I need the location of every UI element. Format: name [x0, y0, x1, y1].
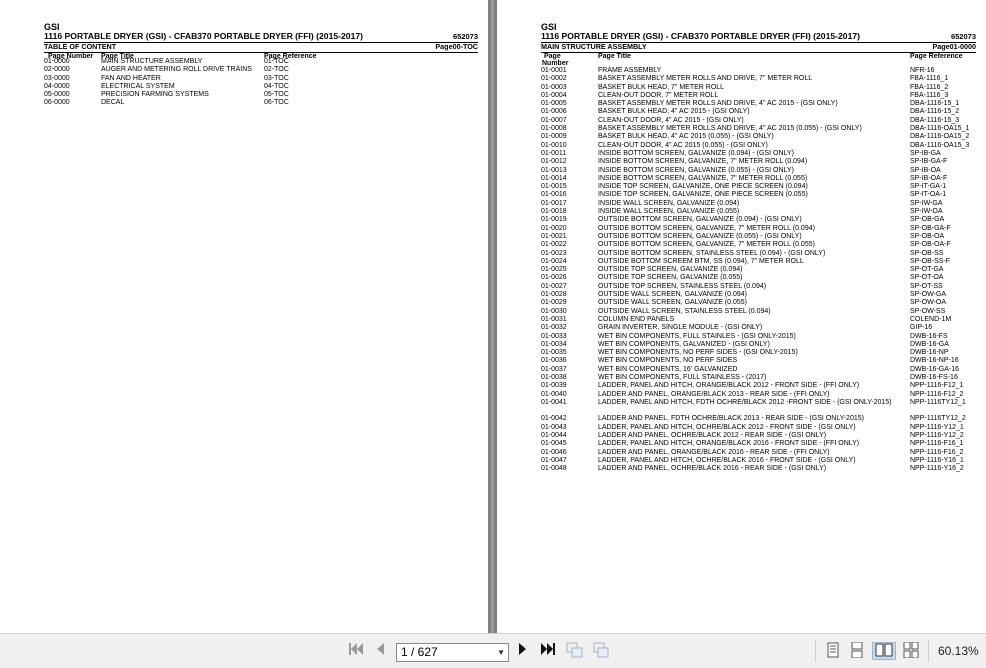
page-reference: DWB-16-NP-16: [910, 357, 959, 365]
section-ref: Page01-0000: [932, 42, 976, 51]
page-reference: FBA-1116_1: [910, 75, 949, 83]
toc-row[interactable]: [541, 142, 976, 150]
doc-title-row: [541, 32, 976, 41]
page-number: 01-0034: [541, 340, 567, 348]
toc-row[interactable]: [541, 84, 976, 92]
toc-row[interactable]: [541, 75, 976, 83]
page-title: INSIDE TOP SCREEN, GALVANIZE, ONE PIECE SCREEN (0.094): [598, 183, 808, 191]
page-title: OUTSIDE WALL SCREEN, GALVANIZE (0.094): [598, 291, 747, 299]
page-title: ELECTRICAL SYSTEM: [101, 82, 175, 90]
toc-row[interactable]: [541, 67, 976, 75]
page-number: 01-0048: [541, 465, 567, 473]
col-page-reference: Page Reference: [264, 53, 317, 60]
page-number: 01-0003: [541, 83, 567, 91]
page-title: LADDER, PANEL AND HITCH, FDTH OCHRE/BLACK 2012 -FRONT SIDE - (GSI ONLY-2015): [598, 398, 892, 406]
toc-row[interactable]: [541, 150, 976, 158]
page-number: 01-0041: [541, 398, 567, 406]
col-number: Number: [542, 60, 569, 67]
toc-row[interactable]: [541, 382, 976, 390]
facing-pages-icon[interactable]: [872, 642, 896, 660]
toc-row[interactable]: [541, 233, 976, 241]
toc-list: [44, 58, 478, 108]
page-number: 01-0028: [541, 291, 567, 299]
page-reference: NPP-1116-Y12_2: [910, 432, 964, 440]
page-reference: NPP-1116-F16_1: [910, 440, 964, 448]
toc-row[interactable]: [541, 333, 976, 341]
toc-row[interactable]: [541, 191, 976, 199]
toolbar-separator: [928, 640, 929, 662]
page-reference: NPP-1116-F16_2: [910, 448, 964, 456]
toc-row[interactable]: [541, 133, 976, 141]
page-number-field[interactable]: [396, 643, 509, 662]
toc-row[interactable]: [541, 183, 976, 191]
page-number: 01-0038: [541, 373, 567, 381]
page-reference: SP-OT-GA: [910, 266, 944, 274]
page-number: 01-0009: [541, 133, 567, 141]
toc-row[interactable]: [541, 316, 976, 324]
section-ref: Page00-TOC: [435, 42, 478, 51]
arrow-left-icon[interactable]: [374, 642, 386, 660]
toc-row[interactable]: [541, 266, 976, 274]
page-gap: [488, 0, 497, 633]
page-title: INSIDE BOTTOM SCREEN, GALVANIZE (0.094) - (GSI ONLY): [598, 149, 794, 157]
page-title: BASKET BULK HEAD, 4" AC 2015 (0.055) - (GSI ONLY): [598, 133, 774, 141]
page-reference: DBA-1116-OA15_3: [910, 141, 970, 149]
page-number: 05-0000: [44, 91, 70, 99]
toc-row[interactable]: [541, 241, 976, 249]
page-number: 01-0045: [541, 440, 567, 448]
page-reference: FBA-1116_3: [910, 91, 949, 99]
section-row: [541, 43, 976, 51]
page-number: 04-0000: [44, 82, 70, 90]
page-number: 01-0019: [541, 216, 567, 224]
page-number: 01-0005: [541, 100, 567, 108]
page-title: DECAL: [101, 99, 125, 107]
page-number: 01-0032: [541, 324, 567, 332]
page-number: 01-0024: [541, 257, 567, 265]
page-title: WET BIN COMPONENTS, NO PERF SIDES - (GSI ONLY-2015): [598, 349, 798, 357]
col-page-title: Page Title: [598, 53, 631, 60]
page-title: WET BIN COMPONENTS, NO PERF SIDES: [598, 357, 738, 365]
page-number: 01-0023: [541, 249, 567, 257]
continuous-page-icon[interactable]: [849, 642, 865, 660]
toc-row[interactable]: [541, 175, 976, 183]
page-title: INSIDE WALL SCREEN, GALVANIZE (0.094): [598, 199, 740, 207]
double-arrow-right-icon[interactable]: [540, 642, 556, 660]
page-reference: SP-OT-OA: [910, 274, 944, 282]
page-title: CLEAN-OUT DOOR, 7" METER ROLL: [598, 91, 719, 99]
doc-title-row: [44, 32, 478, 41]
pdf-page-left: [0, 0, 488, 633]
single-page-icon[interactable]: [825, 642, 841, 660]
page-title: LADDER AND PANEL, FDTH OCHRE/BLACK 2013 - REAR SIDE - (GSI ONLY-2015): [598, 415, 864, 423]
doc-number: 652073: [452, 32, 478, 41]
zoom-level[interactable]: 60.13%: [938, 644, 979, 658]
page-number: 01-0046: [541, 448, 567, 456]
page-reference: NPP-1116-Y12_1: [910, 423, 964, 431]
page-reference: SP-OB-OA-F: [910, 241, 951, 249]
page-title: LADDER, PANEL AND HITCH, OCHRE/BLACK 2012 - FRONT SIDE - (GSI ONLY): [598, 423, 856, 431]
page-title: OUTSIDE BOTTOM SCREEN, GALVANIZE (0.094) - (GSI ONLY): [598, 216, 802, 224]
page-title: BASKET BULK HEAD, 4" AC 2015 - (GSI ONLY): [598, 108, 750, 116]
brand-label: GSI: [44, 22, 60, 32]
page-title: WET BIN COMPONENTS, FULL STAINLES - (GSI ONLY-2015): [598, 332, 796, 340]
page-title: BASKET ASSEMBLY METER ROLLS AND DRIVE, 4" AC 2015 - (GSI ONLY): [598, 100, 838, 108]
page-reference: SP-IB-OA: [910, 166, 941, 174]
page-number: 01-0017: [541, 199, 567, 207]
page-number: 03-0000: [44, 74, 70, 82]
page-title: BASKET ASSEMBLY METER ROLLS AND DRIVE, 7" METER ROLL: [598, 75, 813, 83]
page-reference: SP-IT-OA-1: [910, 191, 947, 199]
page-title: FRAME ASSEMBLY: [598, 67, 662, 74]
page-number: 01-0035: [541, 349, 567, 357]
page-reference: SP-IB-OA-F: [910, 174, 948, 182]
arrow-right-icon[interactable]: [517, 642, 529, 660]
page-reference: NFR-16: [910, 67, 935, 74]
toc-row[interactable]: [541, 432, 976, 440]
page-title: OUTSIDE BOTTOM SCREEN, GALVANIZE (0.055) - (GSI ONLY): [598, 232, 802, 240]
page-title: WET BIN COMPONENTS, GALVANIZED - (GSI ONLY): [598, 340, 770, 348]
toc-row[interactable]: [541, 250, 976, 258]
page-reference: SP-OB-GA-F: [910, 224, 951, 232]
toc-row[interactable]: [44, 99, 478, 107]
page-title: BASKET ASSEMBLY METER ROLLS AND DRIVE, 4" AC 2015 (0.055) - (GSI ONLY): [598, 125, 862, 133]
facing-continuous-icon[interactable]: [902, 642, 920, 660]
toc-row[interactable]: [541, 158, 976, 166]
toc-row[interactable]: [541, 108, 976, 116]
page-title: LADDER AND PANEL, ORANGE/BLACK 2013 - REAR SIDE - (FFI ONLY): [598, 390, 830, 398]
doc-title: 1116 PORTABLE DRYER (GSI) - CFAB370 PORTABLE DRYER (FFI) (2015-2017): [541, 31, 860, 41]
page-title: COLUMN END PANELS: [598, 315, 675, 323]
page-reference: 05-TOC: [264, 91, 289, 99]
page-reference: 01-TOC: [264, 58, 289, 65]
page-title: OUTSIDE WALL SCREEN, STAINLESS STEEL (0.094): [598, 307, 771, 315]
brand-label: GSI: [541, 22, 557, 32]
page-reference: SP-OB-GA: [910, 216, 945, 224]
page-reference: 06-TOC: [264, 99, 289, 107]
page-title: GRAIN INVERTER, SINGLE MODULE - (GSI ONLY): [598, 324, 763, 332]
page-title: LADDER, PANEL AND HITCH, ORANGE/BLACK 2016 - FRONT SIDE - (FFI ONLY): [598, 440, 860, 448]
toc-row[interactable]: [541, 308, 976, 316]
page-number: 01-0033: [541, 332, 567, 340]
page-number: 01-0039: [541, 382, 567, 390]
toc-row[interactable]: [541, 391, 976, 399]
toc-row[interactable]: [541, 465, 976, 473]
page-title: LADDER AND PANEL, OCHRE/BLACK 2012 - REAR SIDE - (GSI ONLY): [598, 432, 827, 440]
pdf-toolbar: [0, 633, 986, 668]
page-title: INSIDE WALL SCREEN, GALVANIZE (0.055): [598, 208, 740, 216]
page-number: 01-0016: [541, 191, 567, 199]
fit-page-icon[interactable]: [592, 642, 610, 660]
page-title: LADDER, PANEL AND HITCH, OCHRE/BLACK 2016 - FRONT SIDE - (GSI ONLY): [598, 456, 856, 464]
column-headers: [541, 53, 976, 68]
page-number: 01-0027: [541, 282, 567, 290]
page-title: OUTSIDE TOP SCREEN, STAINLESS STEEL (0.094): [598, 282, 767, 290]
page-number: 01-0025: [541, 266, 567, 274]
toc-row[interactable]: [541, 449, 976, 457]
page-title: LADDER, PANEL AND HITCH, ORANGE/BLACK 2012 - FRONT SIDE - (FFI ONLY): [598, 382, 860, 390]
toc-row[interactable]: [541, 125, 976, 133]
page-number: 01-0011: [541, 149, 567, 157]
page-reference: DBA-1116-OA15_1: [910, 125, 970, 133]
pdf-page-right: [497, 0, 986, 633]
page-title: LADDER AND PANEL, ORANGE/BLACK 2016 - REAR SIDE - (FFI ONLY): [598, 448, 830, 456]
page-title: WET BIN COMPONENTS, FULL STAINLESS - (2017): [598, 373, 767, 381]
page-header: [541, 22, 976, 68]
page-reference: SP-IB-GA-F: [910, 158, 948, 166]
page-number: 01-0013: [541, 166, 567, 174]
toc-row[interactable]: [44, 75, 478, 83]
page-title: OUTSIDE TOP SCREEN, GALVANIZE (0.094): [598, 266, 743, 274]
page-number: 01-0007: [541, 116, 567, 124]
page-title: OUTSIDE BOTTOM SCREEM BTM, SS (0.094), 7" METER ROLL: [598, 257, 804, 265]
toc-row[interactable]: [541, 399, 976, 416]
toc-row[interactable]: [541, 374, 976, 382]
page-title: BASKET BULK HEAD, 7" METER ROLL: [598, 83, 725, 91]
page-number: 01-0029: [541, 299, 567, 307]
toc-row[interactable]: [44, 83, 478, 91]
page-reference: NPP-1116-F12_2: [910, 390, 964, 398]
page-title: WET BIN COMPONENTS, 16' GALVANIZED: [598, 365, 738, 373]
col-page-reference: Page Reference: [910, 53, 963, 60]
toc-row[interactable]: [541, 324, 976, 332]
page-reference: DWB-16-GA: [910, 340, 949, 348]
doc-number: 652073: [950, 32, 976, 41]
toc-row[interactable]: [541, 225, 976, 233]
toc-row[interactable]: [541, 349, 976, 357]
col-page-title: Page Title: [101, 53, 134, 60]
page-reference: SP-IT-GA-1: [910, 183, 947, 191]
toc-row[interactable]: [541, 415, 976, 423]
page-number: 01-0020: [541, 224, 567, 232]
page-number: 01-0040: [541, 390, 567, 398]
toc-list: [541, 67, 976, 474]
page-title: INSIDE BOTTOM SCREEN, GALVANIZE, 7" METER ROLL (0.094): [598, 158, 808, 166]
page-title: MAIN STRUCTURE ASSEMBLY: [101, 58, 203, 65]
page-splitter: [491, 0, 494, 633]
toc-row[interactable]: [541, 216, 976, 224]
page-number: 01-0044: [541, 432, 567, 440]
toc-row[interactable]: [541, 457, 976, 465]
toc-row[interactable]: [541, 440, 976, 448]
page-reference: NPP-1116-F12_1: [910, 382, 964, 390]
page-title: INSIDE TOP SCREEN, GALVANIZE, ONE PIECE SCREEN (0.055): [598, 191, 808, 199]
page-reference: SP-OW-GA: [910, 291, 947, 299]
page-reference: FBA-1116_2: [910, 83, 949, 91]
page-reference: COLEND-1M: [910, 315, 952, 323]
page-number: 01-0021: [541, 232, 567, 240]
page-reference: SP-OB-SS-F: [910, 257, 951, 265]
page-number: 01-0002: [541, 75, 567, 83]
page-reference: SP-IW-GA: [910, 199, 943, 207]
toc-row[interactable]: [541, 200, 976, 208]
page-reference: DBA-1116-15_3: [910, 116, 960, 124]
toc-row[interactable]: [541, 366, 976, 374]
page-number: 02-0000: [44, 66, 70, 74]
page-number: 01-0042: [541, 415, 567, 423]
page-reference: DWB-16-FS: [910, 332, 948, 340]
col-page-number: Page Number: [48, 53, 94, 60]
page-number: 01-0030: [541, 307, 567, 315]
page-reference: DWB-16-NP: [910, 349, 949, 357]
page-reference: GIP-16: [910, 324, 933, 332]
page-title: PRECISION FARMING SYSTEMS: [101, 91, 209, 99]
page-title: INSIDE BOTTOM SCREEN, GALVANIZE (0.055) - (GSI ONLY): [598, 166, 794, 174]
page-reference: SP-OW-OA: [910, 299, 947, 307]
toc-row[interactable]: [541, 341, 976, 349]
page-number: 01-0031: [541, 315, 567, 323]
page-title: FAN AND HEATER: [101, 74, 161, 82]
page-number: 01-0026: [541, 274, 567, 282]
page-reference: 04-TOC: [264, 82, 289, 90]
page-number: 01-0006: [541, 108, 567, 116]
toc-row[interactable]: [44, 66, 478, 74]
page-reference: SP-OW-SS: [910, 307, 946, 315]
double-arrow-left-icon[interactable]: [348, 642, 364, 660]
page-reference: NPP-1116TY12_1: [910, 398, 966, 406]
page-number: 01-0022: [541, 241, 567, 249]
page-number: 01-0043: [541, 423, 567, 431]
page-title: CLEAN-OUT DOOR, 4" AC 2015 (0.055) - (GSI ONLY): [598, 141, 768, 149]
page-reference: NPP-1116TY12_2: [910, 415, 966, 423]
page-title: CLEAN-OUT DOOR, 4" AC 2015 - (GSI ONLY): [598, 116, 744, 124]
chevron-down-icon[interactable]: ▼: [497, 648, 505, 657]
page-number: 01-0047: [541, 456, 567, 464]
fit-width-icon[interactable]: [566, 642, 584, 660]
col-page: Page: [544, 53, 561, 60]
page-title: LADDER AND PANEL, OCHRE/BLACK 2016 - REAR SIDE - (GSI ONLY): [598, 465, 827, 473]
toc-row[interactable]: [44, 58, 478, 66]
page-title: OUTSIDE TOP SCREEN, GALVANIZE (0.055): [598, 274, 743, 282]
page-reference: SP-IW-OA: [910, 208, 943, 216]
page-number: 01-0037: [541, 365, 567, 373]
toc-row[interactable]: [541, 274, 976, 282]
page-reference: SP-OB-SS: [910, 249, 944, 257]
page-number: 01-0008: [541, 125, 567, 133]
section-title: MAIN STRUCTURE ASSEMBLY: [541, 42, 647, 51]
toc-row[interactable]: [541, 258, 976, 266]
page-number: 01-0004: [541, 91, 567, 99]
toc-row[interactable]: [541, 283, 976, 291]
page-reference: 03-TOC: [264, 74, 289, 82]
page-number: 06-0000: [44, 99, 70, 107]
page-title: OUTSIDE WALL SCREEN, GALVANIZE (0.055): [598, 299, 747, 307]
page-reference: SP-IB-GA: [910, 149, 941, 157]
page-title: INSIDE BOTTOM SCREEN, GALVANIZE, 7" METER ROLL (0.055): [598, 174, 808, 182]
toc-row[interactable]: [541, 92, 976, 100]
toc-row[interactable]: [44, 91, 478, 99]
page-number: 01-0001: [541, 67, 567, 74]
page-title: OUTSIDE BOTTOM SCREEN, GALVANIZE, 7" METER ROLL (0.094): [598, 224, 815, 232]
page-number: 01-0018: [541, 208, 567, 216]
page-indicator: 1 / 627: [401, 645, 438, 659]
toc-row[interactable]: [541, 291, 976, 299]
toolbar-separator: [815, 640, 816, 662]
section-row: [44, 43, 478, 51]
page-reference: DWB-16-GA-16: [910, 365, 960, 373]
doc-title: 1116 PORTABLE DRYER (GSI) - CFAB370 PORTABLE DRYER (FFI) (2015-2017): [44, 31, 363, 41]
page-reference: DBA-1116-15_1: [910, 100, 960, 108]
page-reference: NPP-1116-Y16_1: [910, 456, 964, 464]
page-number: 01-0000: [44, 58, 70, 65]
toc-row[interactable]: [541, 117, 976, 125]
page-reference: DBA-1116-OA15_2: [910, 133, 970, 141]
page-reference: NPP-1116-Y16_2: [910, 465, 964, 473]
page-number: 01-0015: [541, 183, 567, 191]
page-reference: DWB-16-FS-16: [910, 373, 958, 381]
page-header: [44, 22, 478, 61]
page-number: 01-0012: [541, 158, 567, 166]
toc-row[interactable]: [541, 424, 976, 432]
page-title: OUTSIDE BOTTOM SCREEN, GALVANIZE, 7" METER ROLL (0.055): [598, 241, 815, 249]
page-reference: 02-TOC: [264, 66, 289, 74]
page-title: OUTSIDE BOTTOM SCREEN, STAINLESS STEEL (0.094) - (GSI ONLY): [598, 249, 826, 257]
page-reference: SP-OT-SS: [910, 282, 943, 290]
page-number: 01-0036: [541, 357, 567, 365]
toc-row[interactable]: [541, 208, 976, 216]
page-reference: DBA-1116-15_2: [910, 108, 960, 116]
section-title: TABLE OF CONTENT: [44, 42, 117, 51]
toc-row[interactable]: [541, 167, 976, 175]
page-number: 01-0010: [541, 141, 567, 149]
toc-row[interactable]: [541, 357, 976, 365]
page-reference: SP-OB-OA: [910, 232, 945, 240]
toc-row[interactable]: [541, 100, 976, 108]
page-number: 01-0014: [541, 174, 567, 182]
toc-row[interactable]: [541, 299, 976, 307]
page-title: AUGER AND METERING ROLL DRIVE TRAINS: [101, 66, 252, 74]
